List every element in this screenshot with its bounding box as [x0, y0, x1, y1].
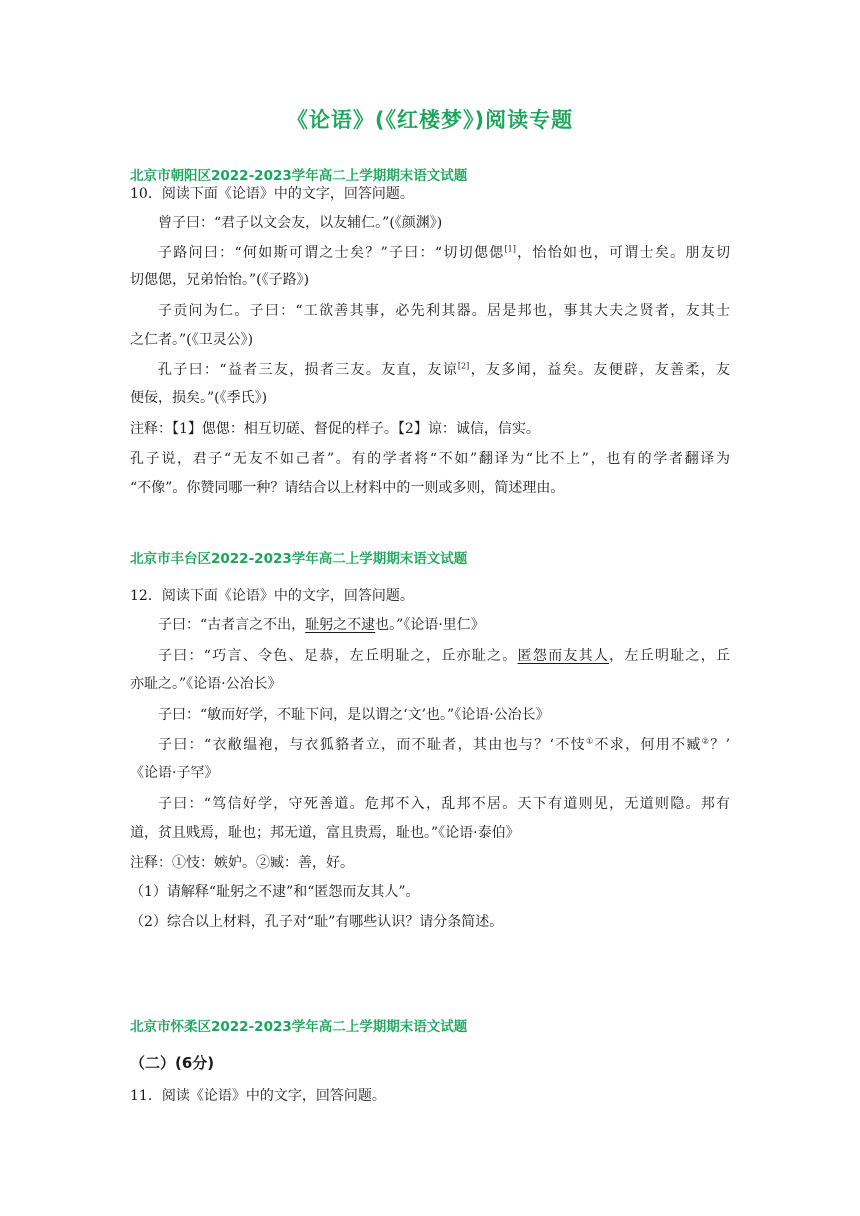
passage-taibo-line2: 道，贫且贱焉，耻也；邦无道，富且贵焉，耻也。”《论语·泰伯》: [130, 825, 520, 841]
section-heading-two: （二）(6分): [130, 1054, 215, 1072]
question-10-prompt: 10．阅读下面《论语》中的文字，回答问题。: [130, 186, 414, 202]
source-label-huairou: 北京市怀柔区2022-2023学年高二上学期期末语文试题: [130, 1019, 468, 1035]
passage-taibo-line1: 子曰：“笃信好学，守死善道。危邦不入，乱邦不居。天下有道则见，无道则隐。邦有: [158, 796, 730, 812]
question-12-prompt: 12．阅读下面《论语》中的文字，回答问题。: [130, 588, 414, 604]
mark-1: ①: [585, 736, 595, 746]
passage-yanyuan: 曾子曰：“君子以文会友，以友辅仁。”(《颜渊》): [158, 215, 443, 231]
passage-liren: 子曰：“古者言之不出，耻躬之不逮也。”《论语·里仁》: [158, 617, 485, 633]
source-label-chaoyang: 北京市朝阳区2022-2023学年高二上学期期末语文试题: [130, 168, 468, 184]
notes-section1: 注释：【1】偲偲：相互切磋、督促的样子。【2】谅：诚信，信实。: [130, 421, 540, 437]
passage-gongyechang-2: 子曰：“敏而好学，不耻下问，是以谓之‘文’也。”《论语·公冶长》: [158, 707, 550, 723]
mark-2: ②: [701, 736, 711, 746]
passage-weilinggong-line2: 之仁者。”(《卫灵公》): [130, 332, 254, 348]
passage-zilu-line2: 切偲偲，兄弟怡怡。”(《子路》): [130, 272, 310, 288]
passage-zihan-line1: 子曰：“衣敝缊袍，与衣狐貉者立，而不耻者，其由也与？‘不忮①不求，何用不臧②？’: [158, 736, 731, 753]
question-12-sub2: （2）综合以上材料，孔子对“耻”有哪些认识？请分条简述。: [130, 914, 504, 930]
question-12-sub1: （1）请解释“耻躬之不逮”和“匿怨而友其人”。: [130, 884, 420, 900]
passage-zilu-line1: 子路问曰：“何如斯可谓之士矣？”子曰：“切切偲偲[1]，怡怡如也，可谓士矣。朋友切: [158, 244, 730, 261]
passage-jishi-line1: 孔子曰：“益者三友，损者三友。友直，友谅[2]，友多闻，益矣。友便辟，友善柔，友: [158, 361, 731, 378]
note-mark-1: [1]: [504, 244, 516, 254]
note-mark-2: [2]: [457, 361, 470, 371]
passage-gongyechang-line1: 子曰：“巧言、令色、足恭，左丘明耻之，丘亦耻之。匿怨而友其人，左丘明耻之，丘: [158, 648, 731, 664]
passage-zihan-line2: 《论语·子罕》: [130, 765, 219, 781]
source-label-fengtai: 北京市丰台区2022-2023学年高二上学期期末语文试题: [130, 551, 468, 567]
question-10-ask-line2: “不像”。你赞同哪一种？请结合以上材料中的一则或多则，简述理由。: [130, 480, 565, 496]
underlined-phrase-1: 耻躬之不逮: [305, 617, 376, 633]
passage-weilinggong-line1: 子贡问为仁。子曰：“工欲善其事，必先利其器。居是邦也，事其大夫之贤者，友其士: [158, 303, 730, 319]
underlined-phrase-2: 匿怨而友其人: [517, 648, 610, 664]
page-title: 《论语》(《红楼梦》)阅读专题: [286, 108, 574, 132]
passage-jishi-line2: 便佞，损矣。”(《季氏》): [130, 390, 268, 406]
question-11-prompt: 11．阅读《论语》中的文字，回答问题。: [130, 1088, 386, 1104]
passage-gongyechang-line2: 亦耻之。”《论语·公冶长》: [130, 676, 282, 692]
notes-section2: 注释：①忮：嫉妒。②臧：善，好。: [130, 855, 354, 871]
question-10-ask-line1: 孔子说，君子“无友不如己者”。有的学者将“不如”翻译为“比不上”，也有的学者翻译为: [130, 451, 730, 467]
